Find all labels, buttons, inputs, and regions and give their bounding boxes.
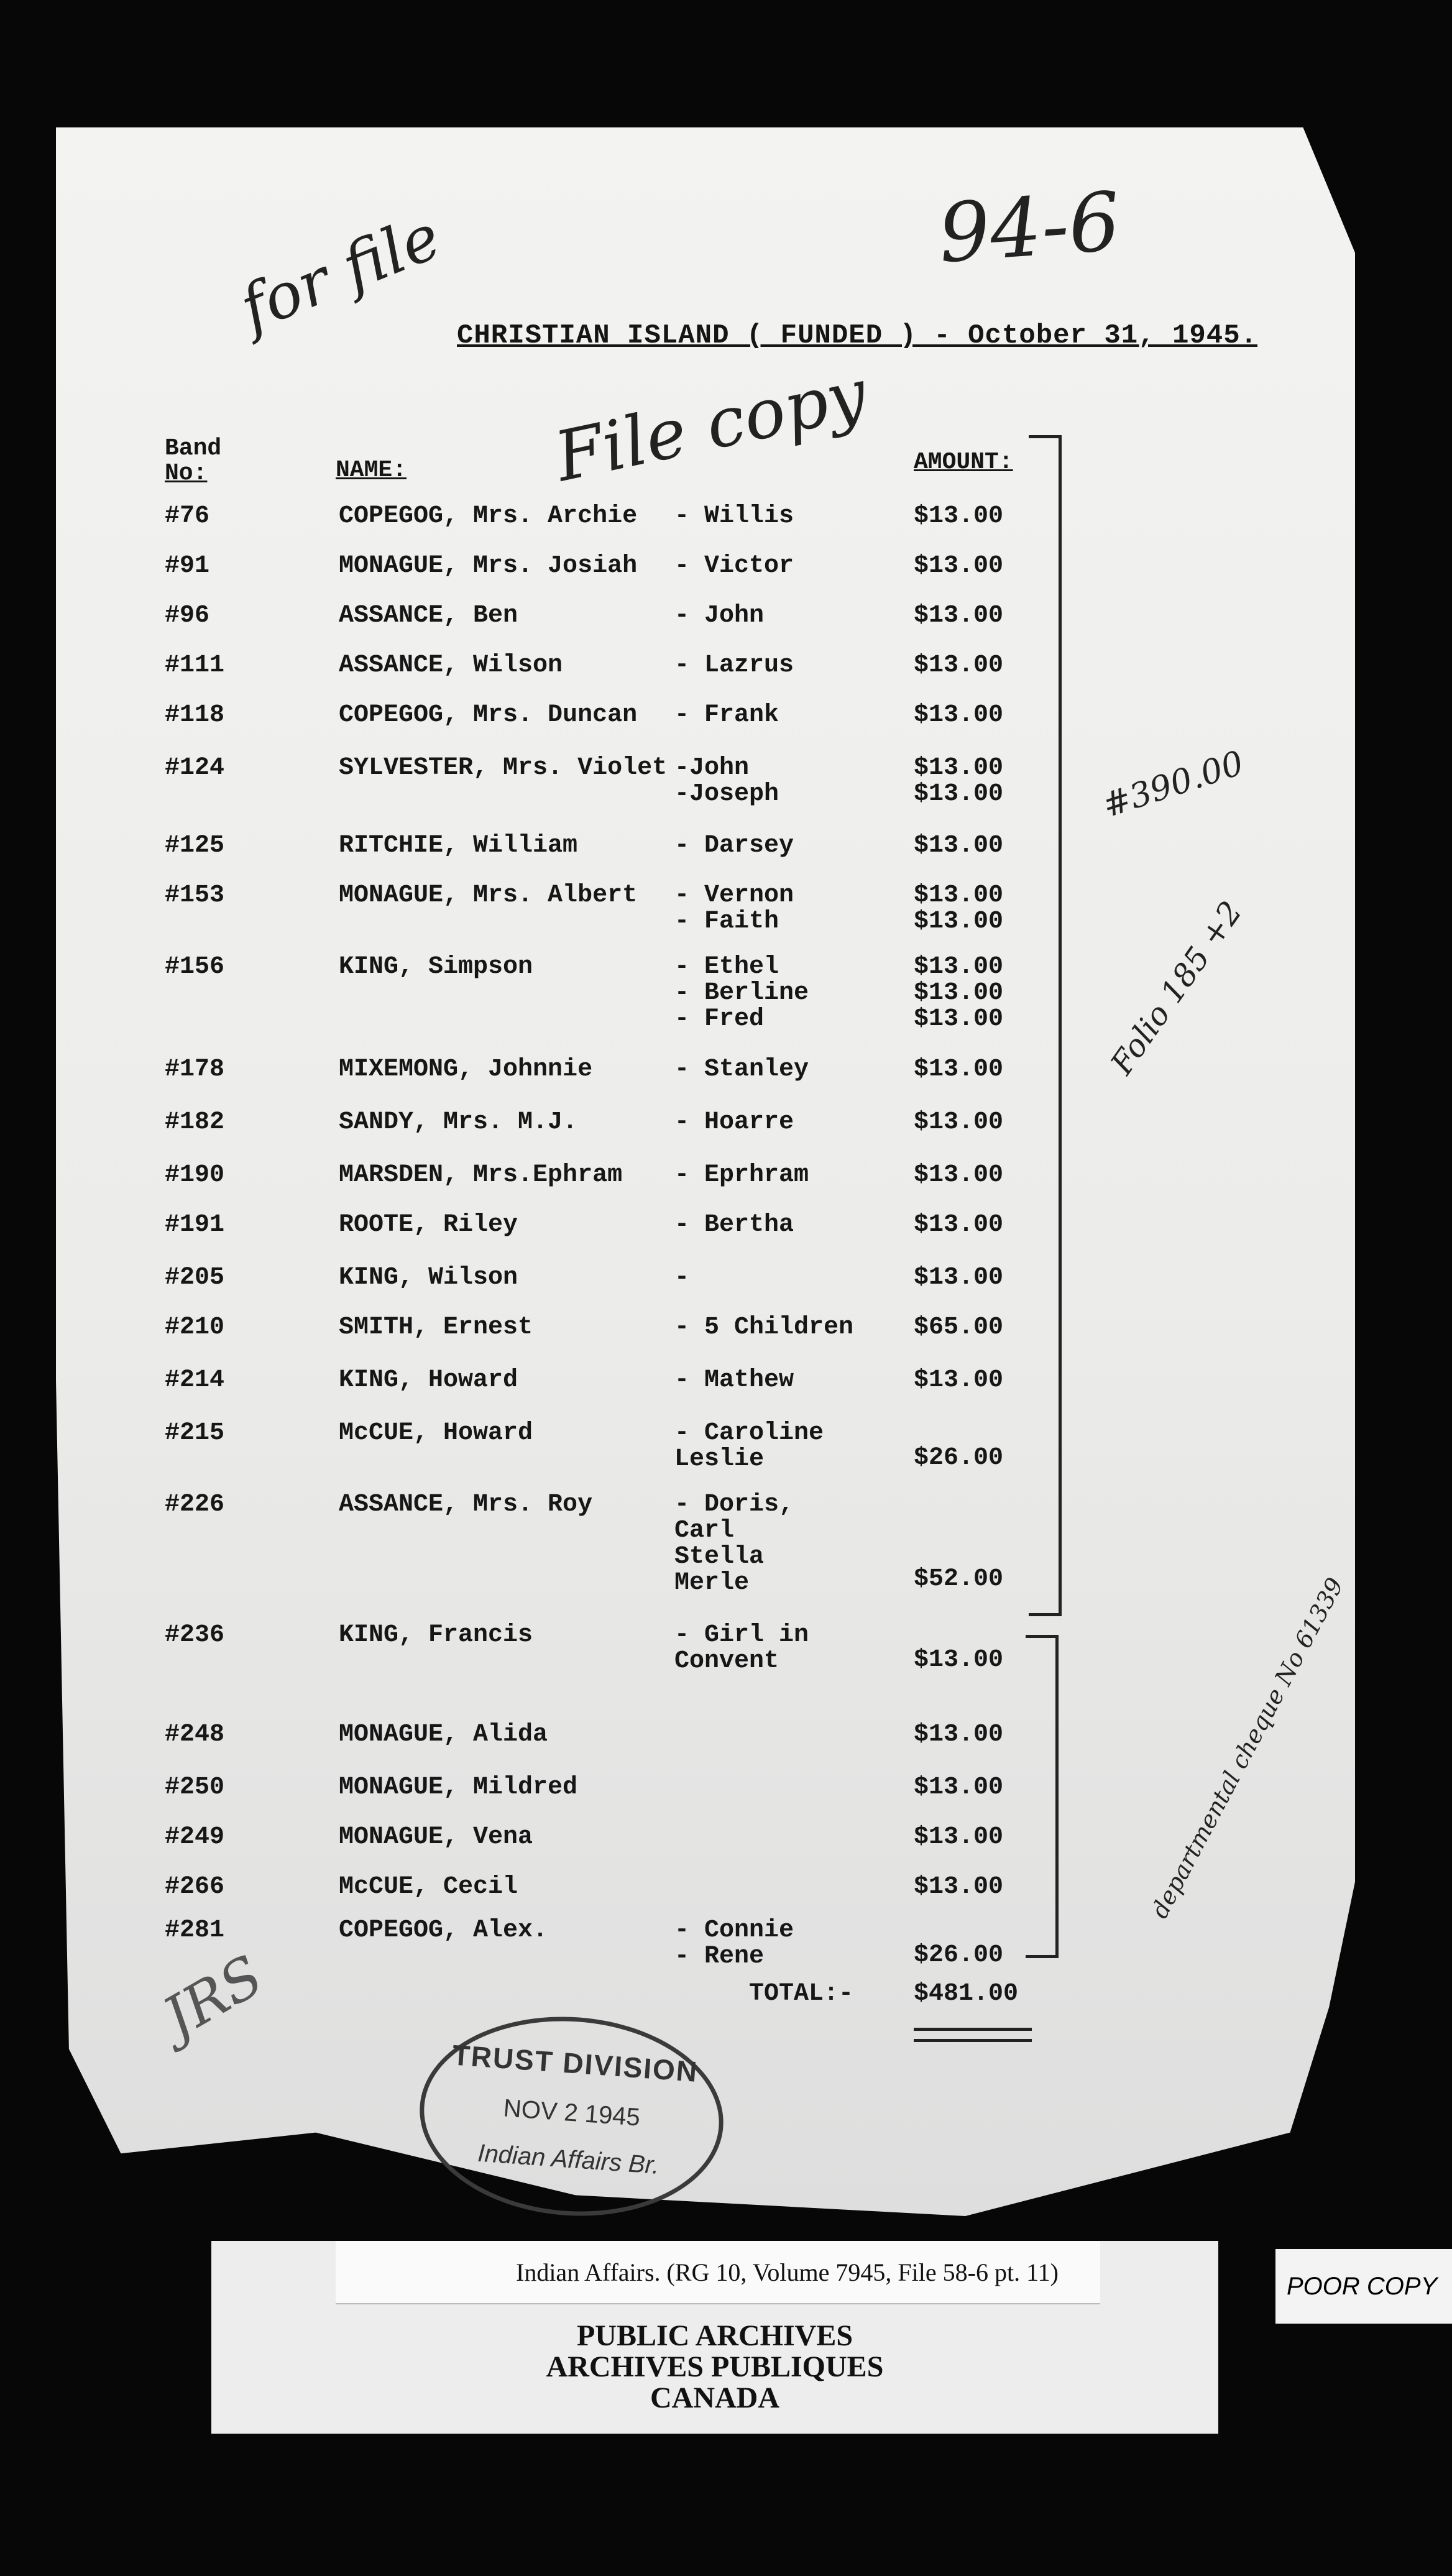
child-name: - Girl in (674, 1621, 809, 1649)
amount-list (914, 833, 1003, 859)
handwritten-folio: Folio 185 +2 (1103, 895, 1249, 1081)
header-band-line2: No: (165, 460, 208, 487)
child-name: - John (674, 602, 765, 630)
children-list (674, 1420, 824, 1473)
band-number: #125 (165, 832, 225, 860)
amount-list (914, 1057, 1003, 1083)
amount-value: $13.00 (914, 979, 1004, 1007)
band-number: #215 (165, 1419, 225, 1447)
band-number: #266 (165, 1873, 225, 1901)
child-name: Convent (674, 1647, 779, 1675)
amount-value: $13.00 (914, 1646, 1004, 1674)
child-name: Stella (674, 1543, 765, 1571)
amount-value: $13.00 (914, 832, 1004, 860)
member-name: MIXEMONG, Johnnie (339, 1056, 593, 1083)
amount-value: $13.00 (914, 1161, 1004, 1189)
amount-value: $13.00 (914, 1264, 1004, 1292)
amount-value (914, 1918, 1003, 1943)
amount-value: $13.00 (914, 1211, 1004, 1239)
child-name: - Stanley (674, 1056, 809, 1083)
amount-value: $13.00 (914, 1721, 1004, 1749)
handwritten-departmental-cheque: departmental cheque No 61339 (1146, 1573, 1349, 1923)
child-name: - Rene (674, 1943, 765, 1971)
child-name: - Mathew (674, 1366, 794, 1394)
child-name: - Fred (674, 1005, 765, 1033)
amount-value: $13.00 (914, 1773, 1004, 1801)
amount-list (914, 653, 1003, 679)
document-title: CHRISTIAN ISLAND ( FUNDED ) - October 31, 1945. (457, 320, 1258, 351)
child-name: - Willis (674, 502, 794, 530)
child-name: - (674, 1264, 690, 1292)
amount-value: $13.00 (914, 502, 1004, 530)
children-list (674, 1212, 794, 1238)
member-name: SYLVESTER, Mrs. Violet (339, 754, 668, 782)
amount-list (914, 883, 1003, 935)
children-list (674, 1492, 794, 1596)
children-list (674, 1265, 689, 1291)
child-name: - Connie (674, 1916, 794, 1944)
children-list (674, 1110, 794, 1136)
amount-value: $13.00 (914, 754, 1004, 782)
amount-value: $13.00 (914, 552, 1004, 580)
child-name: - Ethel (674, 953, 779, 981)
archive-name-fr: ARCHIVES PUBLIQUES (546, 2350, 884, 2383)
amount-list (914, 755, 1003, 807)
band-number: #178 (165, 1056, 225, 1083)
amount-value (914, 1517, 1003, 1542)
band-number: #118 (165, 701, 225, 729)
amount-value: $13.00 (914, 602, 1004, 630)
member-name: KING, Francis (339, 1621, 533, 1649)
children-list (674, 1162, 809, 1189)
band-number: #111 (165, 651, 225, 679)
amount-list (914, 1824, 1003, 1851)
children-list (674, 504, 794, 530)
member-name: SMITH, Ernest (339, 1313, 533, 1341)
children-list (674, 755, 779, 807)
member-name: KING, Simpson (339, 953, 533, 981)
amount-list (914, 1874, 1003, 1900)
header-band-line1: Band (165, 435, 222, 462)
amount-value: $13.00 (914, 953, 1004, 981)
total-underline-1 (914, 2028, 1032, 2031)
member-name: McCUE, Cecil (339, 1873, 518, 1901)
amount-list (914, 603, 1003, 629)
amount-list (914, 1722, 1003, 1748)
handwritten-initials: JRS (152, 1943, 274, 2051)
band-number: #124 (165, 754, 225, 782)
amount-list (914, 553, 1003, 579)
handwritten-side-total: #390.00 (1097, 743, 1249, 826)
amount-list (914, 954, 1003, 1033)
children-list (674, 1057, 809, 1083)
amount-value (914, 1420, 1003, 1445)
amount-list (914, 504, 1003, 530)
children-list (674, 1315, 853, 1341)
amount-list (914, 1775, 1003, 1801)
children-list (674, 954, 809, 1033)
band-number: #248 (165, 1721, 225, 1749)
child-name: -Joseph (674, 780, 779, 808)
member-name: MONAGUE, Mildred (339, 1773, 578, 1801)
amount-list (914, 1368, 1003, 1394)
member-name: KING, Wilson (339, 1264, 518, 1292)
header-amount: AMOUNT: (914, 449, 1013, 476)
amount-value: $52.00 (914, 1565, 1004, 1593)
member-name: SANDY, Mrs. M.J. (339, 1108, 578, 1136)
amount-list (914, 1212, 1003, 1238)
member-name: MONAGUE, Mrs. Josiah (339, 552, 638, 580)
amount-list (914, 1420, 1003, 1471)
bracket-lower (1026, 1635, 1059, 1958)
member-name: ROOTE, Riley (339, 1211, 518, 1239)
amount-value: $13.00 (914, 1823, 1004, 1851)
member-name: ASSANCE, Wilson (339, 651, 563, 679)
band-number: #226 (165, 1491, 225, 1519)
member-name: COPEGOG, Alex. (339, 1916, 548, 1944)
amount-value: $13.00 (914, 1873, 1004, 1901)
child-name: - Bertha (674, 1211, 794, 1239)
member-name: ASSANCE, Mrs. Roy (339, 1491, 593, 1519)
member-name: MARSDEN, Mrs.Ephram (339, 1161, 623, 1189)
children-list (674, 1368, 794, 1394)
total-underline-2 (914, 2039, 1032, 2042)
member-name: MONAGUE, Mrs. Albert (339, 881, 638, 909)
band-number: #91 (165, 552, 210, 580)
band-number: #156 (165, 953, 225, 981)
amount-value: $13.00 (914, 881, 1004, 909)
member-name: RITCHIE, William (339, 832, 578, 860)
amount-list (914, 1622, 1003, 1673)
child-name: - Vernon (674, 881, 794, 909)
amount-value: $13.00 (914, 1056, 1004, 1083)
total-amount: $481.00 (914, 1980, 1019, 2008)
band-number: #191 (165, 1211, 225, 1239)
stamp-line-1: TRUST DIVISION (451, 2038, 699, 2088)
total-label: TOTAL:- (749, 1980, 854, 2008)
amount-list (914, 1110, 1003, 1136)
children-list (674, 603, 764, 629)
member-name: KING, Howard (339, 1366, 518, 1394)
band-number: #281 (165, 1916, 225, 1944)
child-name: Carl (674, 1517, 735, 1545)
children-list (674, 883, 794, 935)
amount-value: $26.00 (914, 1444, 1004, 1472)
band-number: #96 (165, 602, 210, 630)
citation-strip (336, 2241, 1100, 2304)
band-number: #214 (165, 1366, 225, 1394)
amount-list (914, 702, 1003, 729)
archive-name-en: PUBLIC ARCHIVES (576, 2319, 853, 2352)
handwritten-for-file: for file (230, 200, 451, 346)
band-number: #249 (165, 1823, 225, 1851)
amount-value: $65.00 (914, 1313, 1004, 1341)
member-name: MONAGUE, Alida (339, 1721, 548, 1749)
amount-value (914, 1492, 1003, 1517)
amount-value: $13.00 (914, 651, 1004, 679)
amount-list (914, 1315, 1003, 1341)
amount-list (914, 1492, 1003, 1593)
children-list (674, 553, 794, 579)
handwritten-file-copy: File copy (548, 353, 873, 497)
child-name: - Eprhram (674, 1161, 809, 1189)
band-number: #153 (165, 881, 225, 909)
poor-copy-note: POOR COPY (1275, 2249, 1452, 2324)
child-name: - Doris, (674, 1491, 794, 1519)
child-name: -John (674, 754, 750, 782)
band-number: #182 (165, 1108, 225, 1136)
handwritten-file-number: 94-6 (935, 173, 1124, 282)
member-name: COPEGOG, Mrs. Archie (339, 502, 638, 530)
child-name: - 5 Children (674, 1313, 854, 1341)
amount-list (914, 1162, 1003, 1189)
band-number: #190 (165, 1161, 225, 1189)
archive-country: CANADA (650, 2381, 779, 2414)
children-list (674, 1918, 794, 1970)
child-name: - Frank (674, 701, 779, 729)
stamp-date: NOV 2 1945 (502, 2094, 641, 2132)
amount-value: $13.00 (914, 780, 1004, 808)
children-list (674, 1622, 809, 1675)
member-name: COPEGOG, Mrs. Duncan (339, 701, 638, 729)
child-name: Merle (674, 1569, 750, 1597)
child-name: Leslie (674, 1445, 765, 1473)
amount-value (914, 1622, 1003, 1647)
stamp-line-3: Indian Affairs Br. (477, 2139, 661, 2179)
band-number: #205 (165, 1264, 225, 1292)
band-number: #236 (165, 1621, 225, 1649)
amount-value: $13.00 (914, 1005, 1004, 1033)
children-list (674, 653, 794, 679)
amount-list (914, 1265, 1003, 1291)
archive-citation: Indian Affairs. (RG 10, Volume 7945, File 58-6 pt. 11) (516, 2258, 1059, 2286)
header-name: NAME: (336, 457, 407, 484)
child-name: - Darsey (674, 832, 794, 860)
band-number: #250 (165, 1773, 225, 1801)
children-list (674, 833, 794, 859)
amount-value: $13.00 (914, 701, 1004, 729)
child-name: - Berline (674, 979, 809, 1007)
amount-value: $13.00 (914, 908, 1004, 936)
member-name: McCUE, Howard (339, 1419, 533, 1447)
archive-label-card (211, 2241, 1218, 2434)
children-list (674, 702, 779, 729)
amount-value: $26.00 (914, 1941, 1004, 1969)
bracket-upper (1029, 435, 1062, 1616)
amount-value: $13.00 (914, 1108, 1004, 1136)
amount-list (914, 1918, 1003, 1969)
child-name: - Faith (674, 908, 779, 936)
amount-value: $13.00 (914, 1366, 1004, 1394)
member-name: MONAGUE, Vena (339, 1823, 533, 1851)
band-number: #210 (165, 1313, 225, 1341)
child-name: - Hoarre (674, 1108, 794, 1136)
child-name: - Lazrus (674, 651, 794, 679)
child-name: - Victor (674, 552, 794, 580)
child-name: - Caroline (674, 1419, 824, 1447)
member-name: ASSANCE, Ben (339, 602, 518, 630)
amount-value (914, 1542, 1003, 1566)
band-number: #76 (165, 502, 210, 530)
